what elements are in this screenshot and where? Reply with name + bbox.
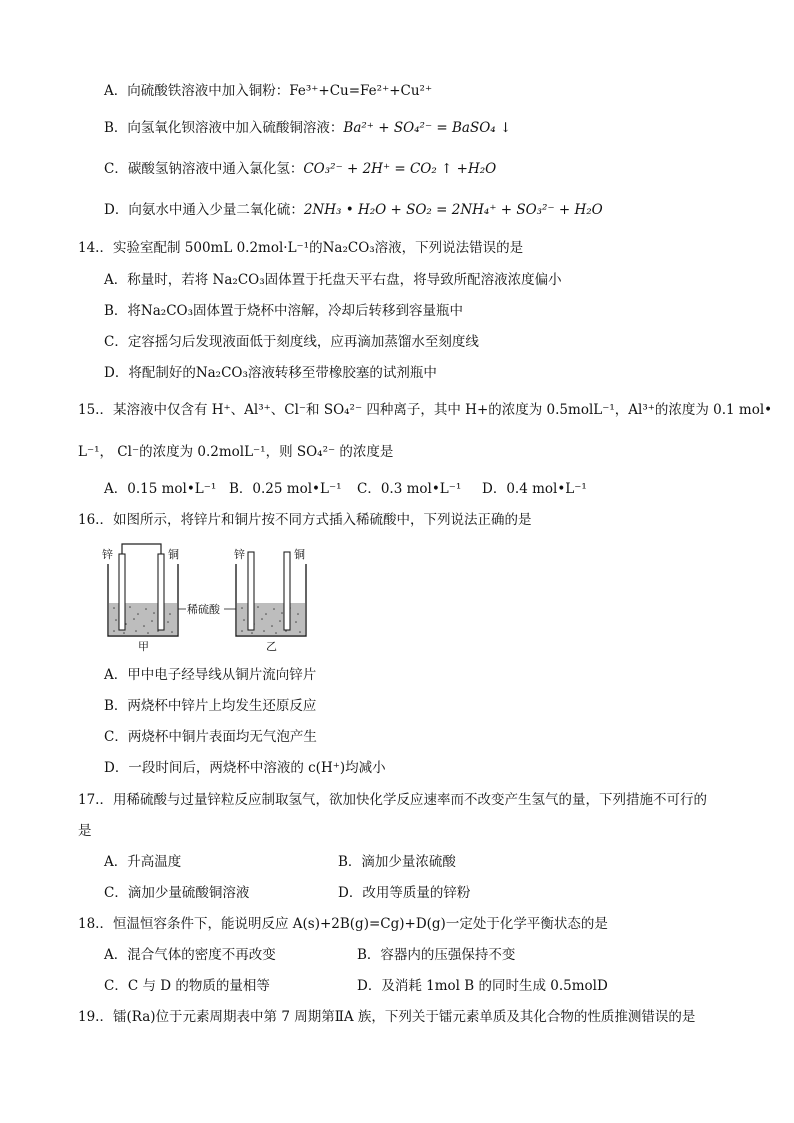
label-zinc-yi: 锌	[234, 548, 245, 561]
q19-stem: 19.．镭(Ra)位于元素周期表中第 7 周期第ⅡA 族，下列关于镭元素单质及其化合物的性质推测错误的是	[78, 1009, 696, 1025]
q13-option-b-prefix: B．向氢氧化钡溶液中加入硫酸铜溶液：	[104, 120, 344, 136]
q17-option-d: D．改用等质量的锌粉	[338, 885, 471, 901]
beaker-jia-zinc-strip	[119, 554, 125, 630]
q13-option-a-prefix: A．向硫酸铁溶液中加入铜粉：	[104, 83, 290, 99]
q17-option-a: A．升高温度	[104, 854, 182, 870]
q15-option-a: A．0.15 mol•L⁻¹	[104, 481, 217, 497]
q16-option-a: A．甲中电子经导线从铜片流向锌片	[104, 667, 317, 683]
q18-option-d: D．及消耗 1mol B 的同时生成 0.5molD	[357, 978, 608, 994]
q15-option-c: C．0.3 mol•L⁻¹	[357, 481, 462, 497]
q18-option-c: C．C 与 D 的物质的量相等	[104, 978, 270, 994]
q13-option-c	[104, 160, 496, 178]
q14-option-d: D．将配制好的Na₂CO₃溶液转移至带橡胶塞的试剂瓶中	[104, 365, 437, 381]
q15-stem-line1: 15.．某溶液中仅含有 H⁺、Al³⁺、Cl⁻和 SO₄²⁻ 四种离子，其中 H+的浓度为 0.5molL⁻¹，Al³⁺的浓度为 0.1 mol•	[78, 402, 773, 418]
q16-option-d: D．一段时间后，两烧杯中溶液的 c(H⁺)均减小	[104, 760, 386, 776]
q13-option-d	[104, 201, 603, 219]
zinc-copper-beakers-figure	[100, 540, 320, 652]
label-copper-jia: 铜	[168, 548, 179, 561]
beaker-yi-zinc-strip	[248, 552, 254, 630]
q13-option-a	[104, 82, 432, 100]
q14-option-b: B．将Na₂CO₃固体置于烧杯中溶解，冷却后转移到容量瓶中	[104, 303, 464, 319]
label-beaker-jia: 甲	[138, 640, 149, 652]
q15-option-b: B．0.25 mol•L⁻¹	[229, 481, 342, 497]
beaker-jia-wire	[122, 544, 161, 554]
beaker-jia-copper-strip	[158, 554, 164, 630]
q13-option-b-equation: Ba²⁺ + SO₄²⁻ = BaSO₄ ↓	[343, 120, 512, 136]
q14-stem: 14.．实验室配制 500mL 0.2mol·L⁻¹的Na₂CO₃溶液，下列说法错误的是	[78, 240, 524, 256]
label-dilute-sulfuric-acid: 稀硫酸	[187, 603, 220, 616]
q18-stem: 18.．恒温恒容条件下，能说明反应 A(s)+2B(g)=Cg)+D(g)一定处于化学平衡状态的是	[78, 916, 608, 932]
q13-option-a-equation: Fe³⁺+Cu=Fe²⁺+Cu²⁺	[289, 83, 433, 99]
q15-stem-line2: L⁻¹， Cl⁻的浓度为 0.2molL⁻¹，则 SO₄²⁻ 的浓度是	[78, 444, 394, 460]
q14-option-c: C．定容摇匀后发现液面低于刻度线，应再滴加蒸馏水至刻度线	[104, 334, 479, 350]
q13-option-c-prefix: C．碳酸氢钠溶液中通入氯化氢：	[104, 161, 304, 177]
q13-option-c-equation: CO₃²⁻ + 2H⁺ = CO₂ ↑ +H₂O	[303, 161, 497, 177]
label-zinc-jia: 锌	[102, 548, 113, 561]
q13-option-d-prefix: D．向氨水中通入少量二氧化硫：	[104, 202, 304, 218]
q17-option-c: C．滴加少量硫酸铜溶液	[104, 885, 250, 901]
q15-option-d: D．0.4 mol•L⁻¹	[482, 481, 587, 497]
q16-option-c: C．两烧杯中铜片表面均无气泡产生	[104, 729, 317, 745]
beaker-yi	[236, 552, 306, 636]
beaker-yi-acid	[237, 603, 305, 635]
q17-stem-line2: 是	[78, 823, 92, 839]
label-copper-yi: 铜	[294, 548, 305, 561]
q17-stem-line1: 17.．用稀硫酸与过量锌粒反应制取氢气，欲加快化学反应速率而不改变产生氢气的量，下列措施不可行的	[78, 792, 707, 808]
q13-option-d-equation: 2NH₃ • H₂O + SO₂ = 2NH₄⁺ + SO₃²⁻ + H₂O	[303, 202, 603, 218]
q18-option-b: B．容器内的压强保持不变	[357, 947, 516, 963]
q16-stem: 16.．如图所示，将锌片和铜片按不同方式插入稀硫酸中，下列说法正确的是	[78, 512, 532, 528]
q13-option-b	[104, 119, 511, 137]
label-beaker-yi: 乙	[266, 640, 277, 652]
beaker-yi-copper-strip	[284, 552, 290, 630]
q16-option-b: B．两烧杯中锌片上均发生还原反应	[104, 698, 317, 714]
q14-option-a: A．称量时，若将 Na₂CO₃固体置于托盘天平右盘，将导致所配溶液浓度偏小	[104, 272, 562, 288]
q17-option-b: B．滴加少量浓硫酸	[338, 854, 456, 870]
q18-option-a: A．混合气体的密度不再改变	[104, 947, 276, 963]
